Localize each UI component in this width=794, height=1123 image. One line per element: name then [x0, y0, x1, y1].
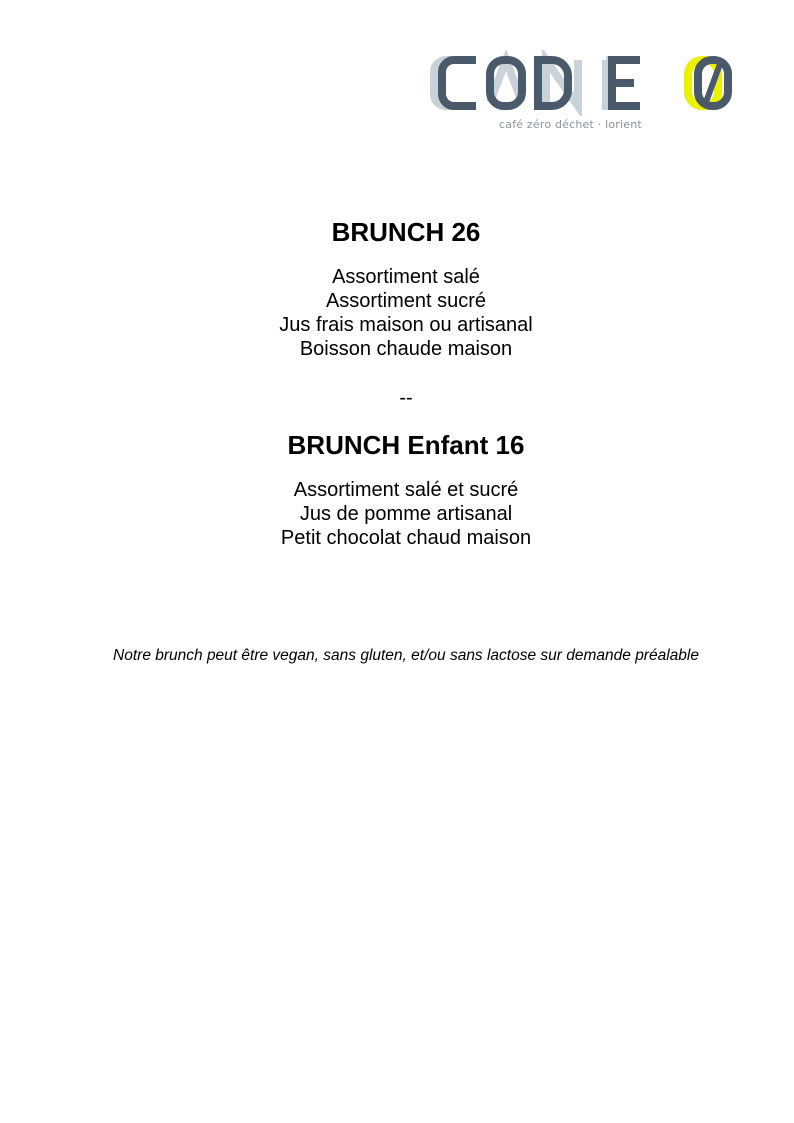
kids-brunch-item: Assortiment salé et sucré	[293, 479, 519, 501]
brunch-item: Assortiment salé	[332, 266, 480, 288]
brunch-menu	[0, 213, 794, 550]
brunch-item: Jus frais maison ou artisanal	[279, 314, 533, 336]
dietary-note: Notre brunch peut être vegan, sans gluten, et/ou sans lactose sur demande préalable	[113, 647, 699, 664]
logo-tagline: café zéro déchet · lorient	[499, 118, 642, 131]
brunch-item: Assortiment sucré	[325, 290, 487, 312]
logo-wordmark	[428, 50, 748, 116]
brunch-items	[0, 265, 794, 361]
kids-brunch-item: Petit chocolat chaud maison	[280, 527, 532, 549]
brand-logo	[428, 50, 748, 140]
kids-brunch-item: Jus de pomme artisanal	[299, 503, 513, 525]
section-separator: --	[399, 387, 413, 409]
kids-brunch-items	[0, 478, 794, 550]
kids-brunch-title: BRUNCH Enfant 16	[287, 430, 525, 460]
brunch-title: BRUNCH 26	[331, 217, 481, 247]
brunch-item: Boisson chaude maison	[299, 338, 513, 360]
